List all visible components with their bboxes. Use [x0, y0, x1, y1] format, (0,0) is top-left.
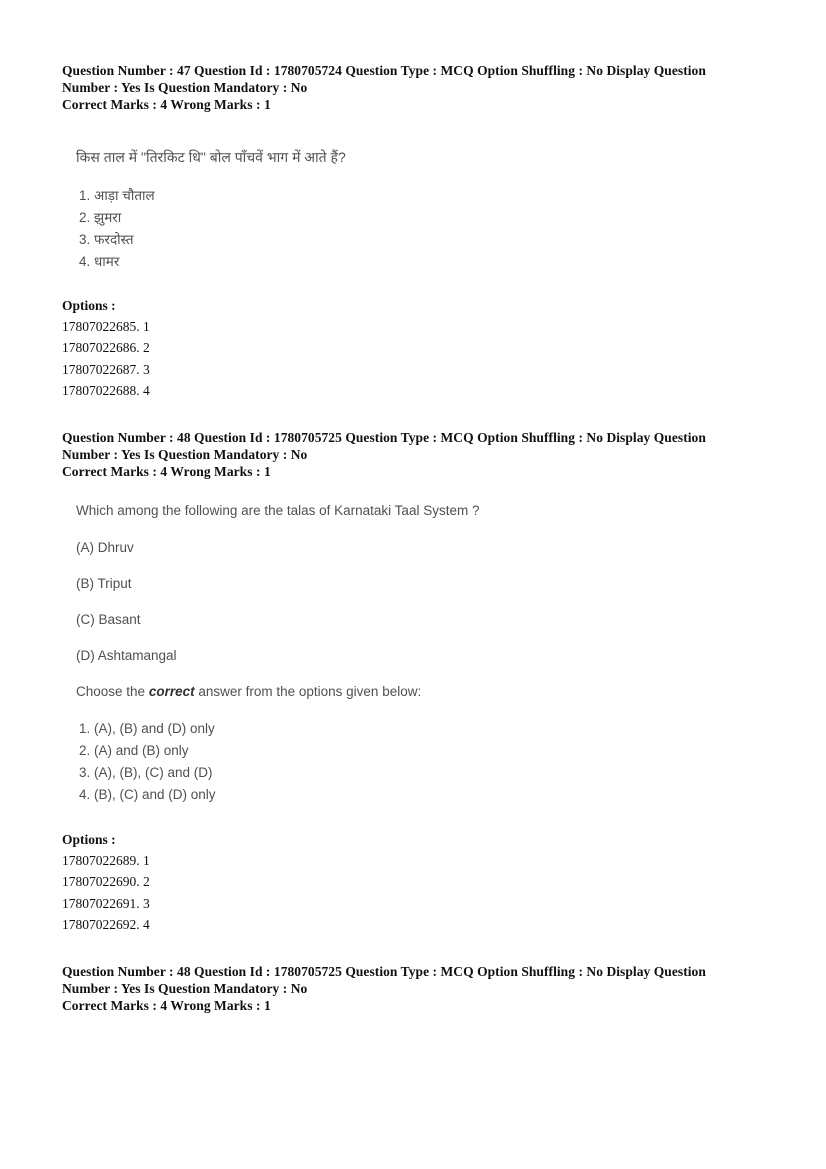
- question-header-line: Question Number : 48 Question Id : 1780705725 Question Type : MCQ Option Shuffling : No Display Question: [62, 430, 706, 445]
- question-text: Which among the following are the talas of Karnataki Taal System ?: [76, 503, 480, 518]
- question-47-header: [62, 62, 762, 113]
- question-47-image: [76, 142, 436, 272]
- marks-line: Correct Marks : 4 Wrong Marks : 1: [62, 998, 271, 1013]
- statement-item: (A) Dhruv: [76, 540, 134, 555]
- option-id-row: 17807022688. 4: [62, 383, 150, 398]
- answer-choice: 2. झुमरा: [79, 210, 122, 225]
- instruction-emphasis: correct: [148, 684, 195, 699]
- marks-line: Correct Marks : 4 Wrong Marks : 1: [62, 97, 271, 112]
- option-id-row: 17807022692. 4: [62, 917, 150, 932]
- answer-choice: 1. (A), (B) and (D) only: [79, 721, 215, 736]
- instruction-text-end: answer from the options given below:: [194, 684, 422, 699]
- option-id-row: 17807022685. 1: [62, 319, 150, 334]
- options-label: Options :: [62, 298, 116, 313]
- question-48-header: [62, 429, 762, 480]
- question-48-repeat-header: [62, 963, 762, 1014]
- option-id-row: 17807022689. 1: [62, 853, 150, 868]
- option-id-row: 17807022686. 2: [62, 340, 150, 355]
- answer-choice: 3. फरदोस्त: [79, 232, 134, 247]
- answer-choice: 4. धामर: [79, 254, 120, 269]
- answer-choice: 4. (B), (C) and (D) only: [79, 787, 216, 802]
- answer-choice: 2. (A) and (B) only: [79, 743, 189, 758]
- instruction-text-start: Choose the: [76, 684, 149, 699]
- statement-item: (D) Ashtamangal: [76, 648, 177, 663]
- question-text: किस ताल में "तिरकिट धि" बोल पाँचवें भाग में आते हैं?: [76, 149, 346, 165]
- option-id-row: 17807022690. 2: [62, 874, 150, 889]
- option-id-row: 17807022691. 3: [62, 896, 150, 911]
- statement-item: (C) Basant: [76, 612, 141, 627]
- question-header-line: Number : Yes Is Question Mandatory : No: [62, 447, 308, 462]
- question-48-image: [76, 503, 496, 808]
- marks-line: Correct Marks : 4 Wrong Marks : 1: [62, 464, 271, 479]
- answer-choice: 3. (A), (B), (C) and (D): [79, 765, 213, 780]
- question-header-line: Question Number : 48 Question Id : 1780705725 Question Type : MCQ Option Shuffling : No Display Question: [62, 964, 706, 979]
- statement-item: (B) Triput: [76, 576, 132, 591]
- instruction-text: [76, 684, 421, 699]
- question-header-line: Question Number : 47 Question Id : 1780705724 Question Type : MCQ Option Shuffling : No Display Question: [62, 63, 706, 78]
- question-header-line: Number : Yes Is Question Mandatory : No: [62, 80, 308, 95]
- question-header-line: Number : Yes Is Question Mandatory : No: [62, 981, 308, 996]
- options-label: Options :: [62, 832, 116, 847]
- answer-choice: 1. आड़ा चौताल: [79, 188, 155, 203]
- option-id-row: 17807022687. 3: [62, 362, 150, 377]
